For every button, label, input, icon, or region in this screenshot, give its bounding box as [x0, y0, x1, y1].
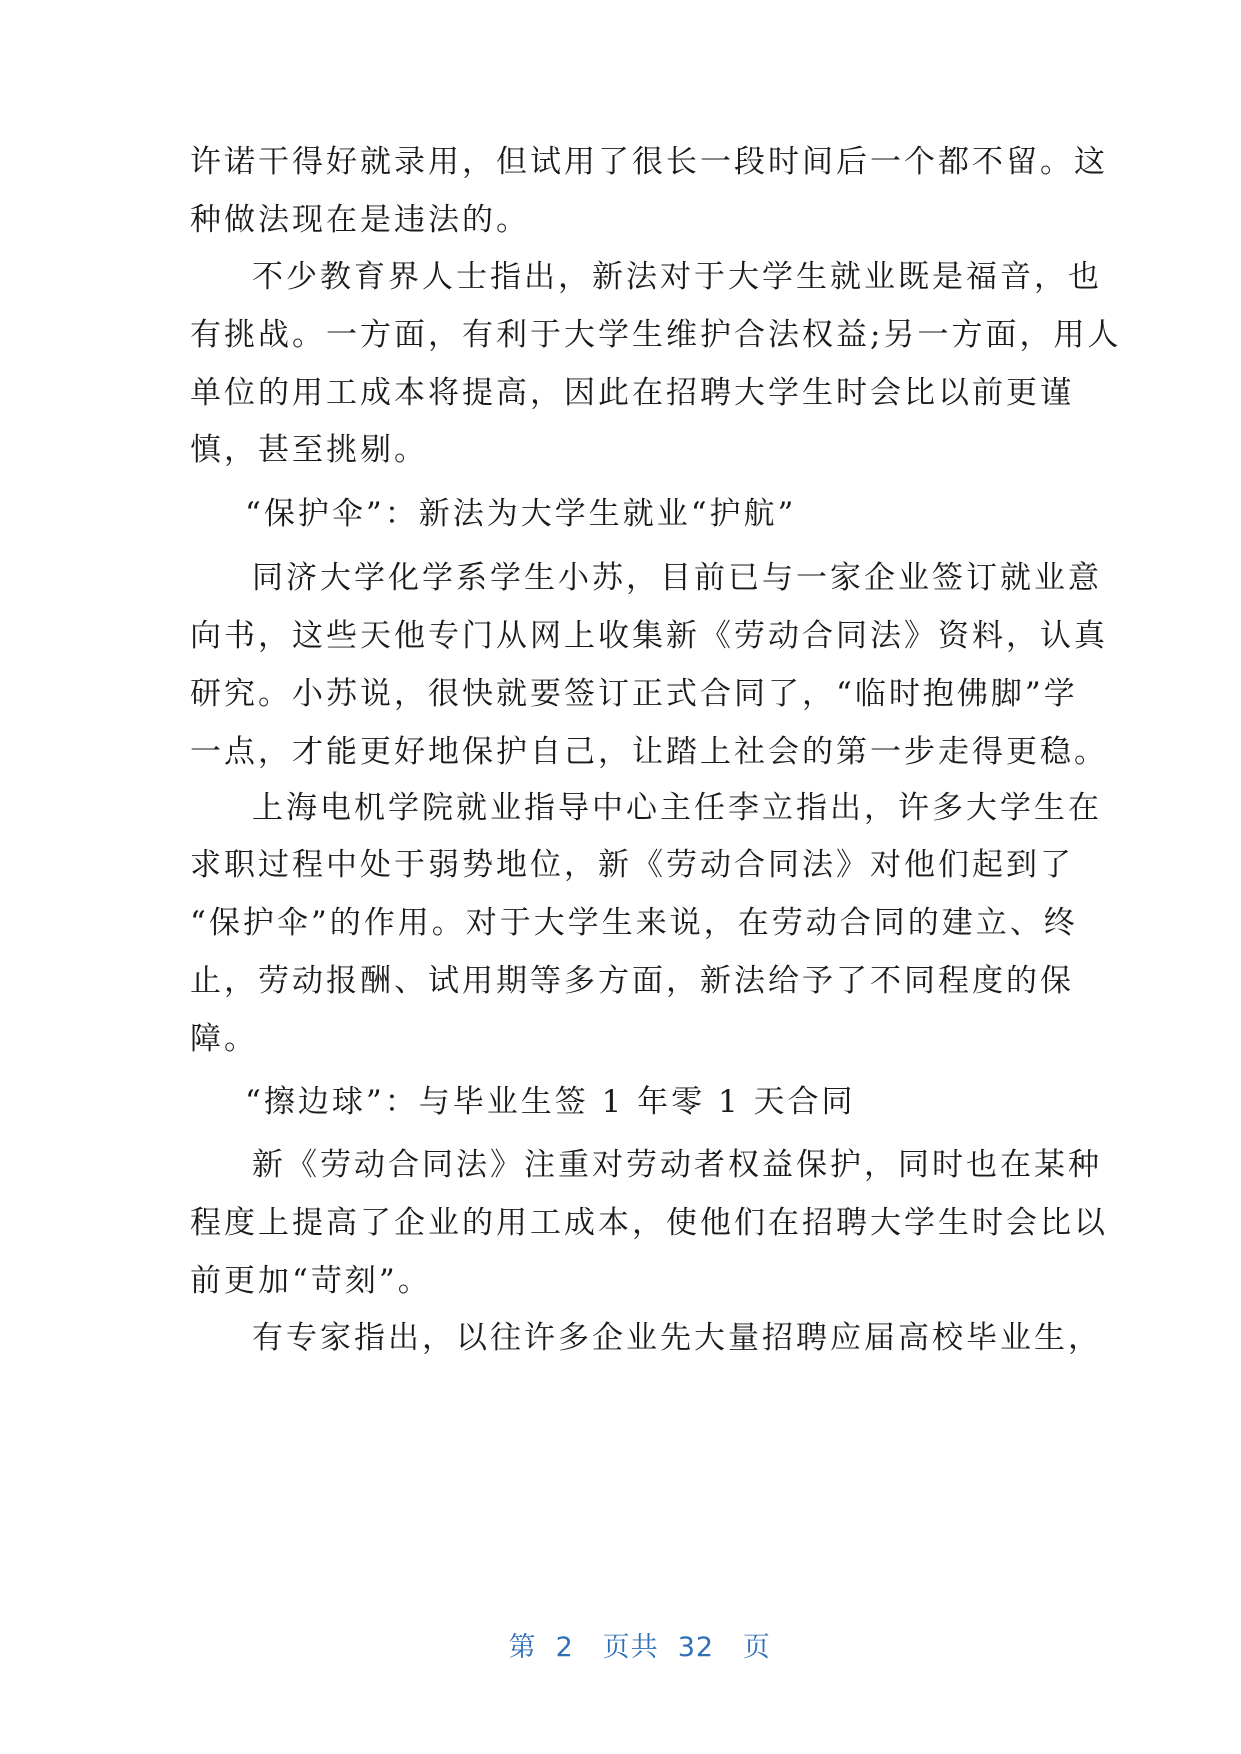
- footer-middle: 页共: [602, 1632, 659, 1663]
- paragraph-line: 有专家指出，以往许多企业先大量招聘应届高校毕业生，: [252, 1320, 1102, 1356]
- paragraph-line: 许诺干得好就录用，但试用了很长一段时间后一个都不留。这: [190, 144, 1108, 180]
- paragraph-line: 向书，这些天他专门从网上收集新《劳动合同法》资料，认真: [190, 618, 1108, 654]
- paragraph-line: 新《劳动合同法》注重对劳动者权益保护，同时也在某种: [252, 1147, 1102, 1183]
- paragraph-line: 求职过程中处于弱势地位，新《劳动合同法》对他们起到了: [190, 847, 1074, 883]
- page-footer: [0, 1594, 1241, 1695]
- paragraph-line: 研究。小苏说，很快就要签订正式合同了，“临时抱佛脚”学: [190, 676, 1078, 712]
- paragraph-line: 单位的用工成本将提高，因此在招聘大学生时会比以前更谨: [190, 375, 1074, 411]
- paragraph-line: 程度上提高了企业的用工成本，使他们在招聘大学生时会比以: [190, 1205, 1108, 1241]
- paragraph-line: “保护伞”的作用。对于大学生来说，在劳动合同的建立、终: [190, 905, 1078, 941]
- section-heading: “保护伞”：新法为大学生就业“护航”: [245, 496, 797, 532]
- paragraph-line: 种做法现在是违法的。: [190, 202, 530, 238]
- footer-total-pages: 32: [677, 1632, 715, 1663]
- paragraph-line: 不少教育界人士指出，新法对于大学生就业既是福音，也: [252, 259, 1102, 295]
- paragraph-line: 慎，甚至挑剔。: [190, 432, 428, 468]
- paragraph-line: 障。: [190, 1021, 258, 1057]
- footer-page-number: 2: [555, 1632, 574, 1663]
- footer-prefix: 第: [508, 1632, 537, 1663]
- paragraph-line: 止，劳动报酬、试用期等多方面，新法给予了不同程度的保: [190, 963, 1074, 999]
- paragraph-line: 有挑战。一方面，有利于大学生维护合法权益;另一方面，用人: [190, 317, 1122, 353]
- paragraph-line: 上海电机学院就业指导中心主任李立指出，许多大学生在: [252, 790, 1102, 826]
- paragraph-line: 前更加“苛刻”。: [190, 1263, 432, 1299]
- section-heading: “擦边球”：与毕业生签 1 年零 1 天合同: [245, 1084, 856, 1120]
- paragraph-line: 一点，才能更好地保护自己，让踏上社会的第一步走得更稳。: [190, 734, 1108, 770]
- paragraph-line: 同济大学化学系学生小苏，目前已与一家企业签订就业意: [252, 560, 1102, 596]
- footer-suffix: 页: [742, 1632, 771, 1663]
